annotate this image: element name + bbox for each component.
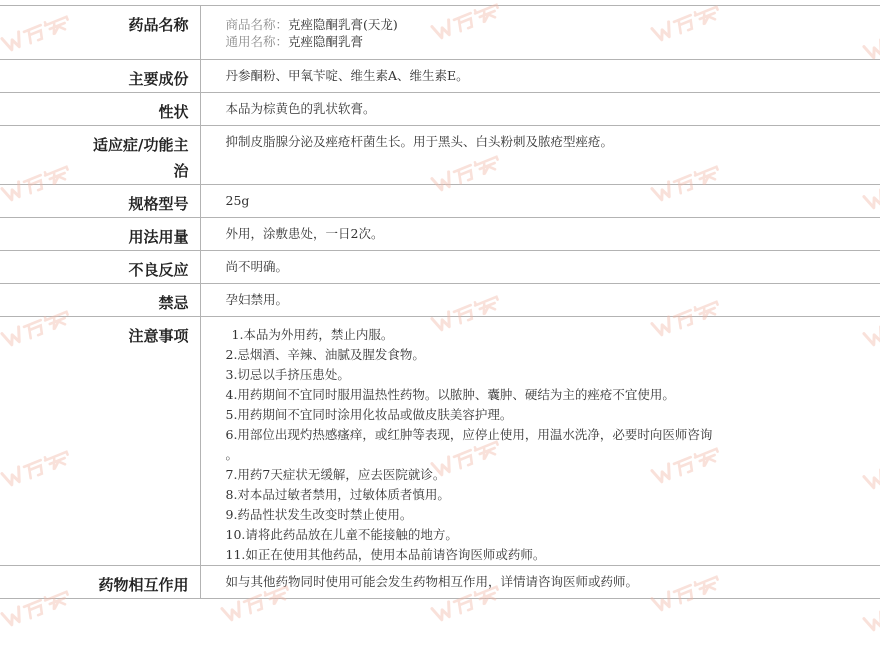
precaution-item: 7.用药7天症状无缓解，应去医院就诊。 — [225, 467, 446, 482]
value-adverse-reactions — [200, 251, 880, 284]
indications-text: 抑制皮脂腺分泌及痤疮杆菌生长。用于黑头、白头粉刺及脓疮型痤疮。 — [225, 134, 614, 149]
label-drug-name-text: 药品名称 — [128, 16, 189, 34]
precaution-item: 8.对本品过敏者禁用，过敏体质者慎用。 — [225, 487, 450, 502]
specification-text: 25g — [225, 193, 250, 208]
dosage-text: 外用，涂敷患处，一日2次。 — [225, 226, 384, 241]
trade-name: 克痤隐酮乳膏(天龙) — [288, 17, 398, 32]
value-drug-name — [200, 6, 880, 60]
row-indications — [0, 126, 880, 185]
label-dosage-text: 用法用量 — [128, 228, 189, 246]
interactions-text: 如与其他药物同时使用可能会发生药物相互作用，详情请咨询医师或药师。 — [225, 574, 639, 589]
drug-info-table — [0, 5, 880, 599]
precautions-list — [226, 317, 880, 565]
precaution-item: 10.请将此药品放在儿童不能接触的地方。 — [225, 527, 458, 542]
row-specification — [0, 185, 880, 218]
generic-name-prefix: 通用名称： — [225, 34, 289, 49]
label-ingredients-text: 主要成份 — [128, 70, 189, 88]
label-dosage — [0, 218, 200, 251]
value-ingredients — [200, 60, 880, 93]
precaution-item: 2.忌烟酒、辛辣、油腻及腥发食物。 — [225, 347, 425, 362]
label-contraindications-text: 禁忌 — [158, 294, 189, 312]
row-drug-name — [0, 6, 880, 60]
label-specification-text: 规格型号 — [128, 195, 189, 213]
label-interactions — [0, 566, 200, 599]
row-ingredients — [0, 60, 880, 93]
precaution-item: 4.用药期间不宜同时服用温热性药物。以脓肿、囊肿、硬结为主的痤疮不宜使用。 — [225, 387, 675, 402]
value-indications — [200, 126, 880, 185]
row-contraindications — [0, 284, 880, 317]
value-specification — [200, 185, 880, 218]
trade-name-line — [226, 16, 880, 33]
label-appearance — [0, 93, 200, 126]
precaution-item: 。 — [225, 447, 239, 462]
row-adverse-reactions — [0, 251, 880, 284]
value-contraindications — [200, 284, 880, 317]
adverse-reactions-text: 尚不明确。 — [225, 259, 289, 274]
label-indications-line1: 适应症/功能主 — [93, 136, 189, 154]
label-adverse-reactions — [0, 251, 200, 284]
generic-name: 克痤隐酮乳膏 — [288, 34, 364, 49]
label-adverse-reactions-text: 不良反应 — [128, 261, 189, 279]
label-specification — [0, 185, 200, 218]
precaution-item: 3.切忌以手挤压患处。 — [225, 367, 350, 382]
value-interactions — [200, 566, 880, 599]
row-interactions — [0, 566, 880, 599]
label-precautions — [0, 317, 200, 566]
label-precautions-text: 注意事项 — [128, 327, 189, 345]
generic-name-line — [226, 33, 880, 50]
label-indications-line2: 治 — [173, 162, 189, 180]
label-ingredients — [0, 60, 200, 93]
row-appearance — [0, 93, 880, 126]
label-indications — [0, 126, 200, 185]
row-dosage — [0, 218, 880, 251]
label-drug-name — [0, 6, 200, 60]
value-dosage — [200, 218, 880, 251]
appearance-text: 本品为棕黄色的乳状软膏。 — [225, 101, 376, 116]
precaution-item: 5.用药期间不宜同时涂用化妆品或做皮肤美容护理。 — [225, 407, 513, 422]
precaution-item: 1.本品为外用药，禁止内服。 — [231, 327, 394, 342]
precaution-item: 6.用部位出现灼热感瘙痒，或红肿等表现，应停止使用，用温水洗净，必要时向医师咨询 — [225, 427, 713, 442]
label-contraindications — [0, 284, 200, 317]
contraindications-text: 孕妇禁用。 — [225, 292, 289, 307]
value-appearance — [200, 93, 880, 126]
label-appearance-text: 性状 — [158, 103, 189, 121]
label-interactions-text: 药物相互作用 — [98, 576, 189, 594]
value-precautions — [200, 317, 880, 566]
precaution-item: 11.如正在使用其他药品，使用本品前请咨询医师或药师。 — [225, 547, 546, 562]
ingredients-text: 丹参酮粉、甲氧苄啶、维生素A、维生素E。 — [225, 68, 469, 83]
trade-name-prefix: 商品名称： — [225, 17, 289, 32]
precaution-item: 9.药品性状发生改变时禁止使用。 — [225, 507, 413, 522]
row-precautions — [0, 317, 880, 566]
